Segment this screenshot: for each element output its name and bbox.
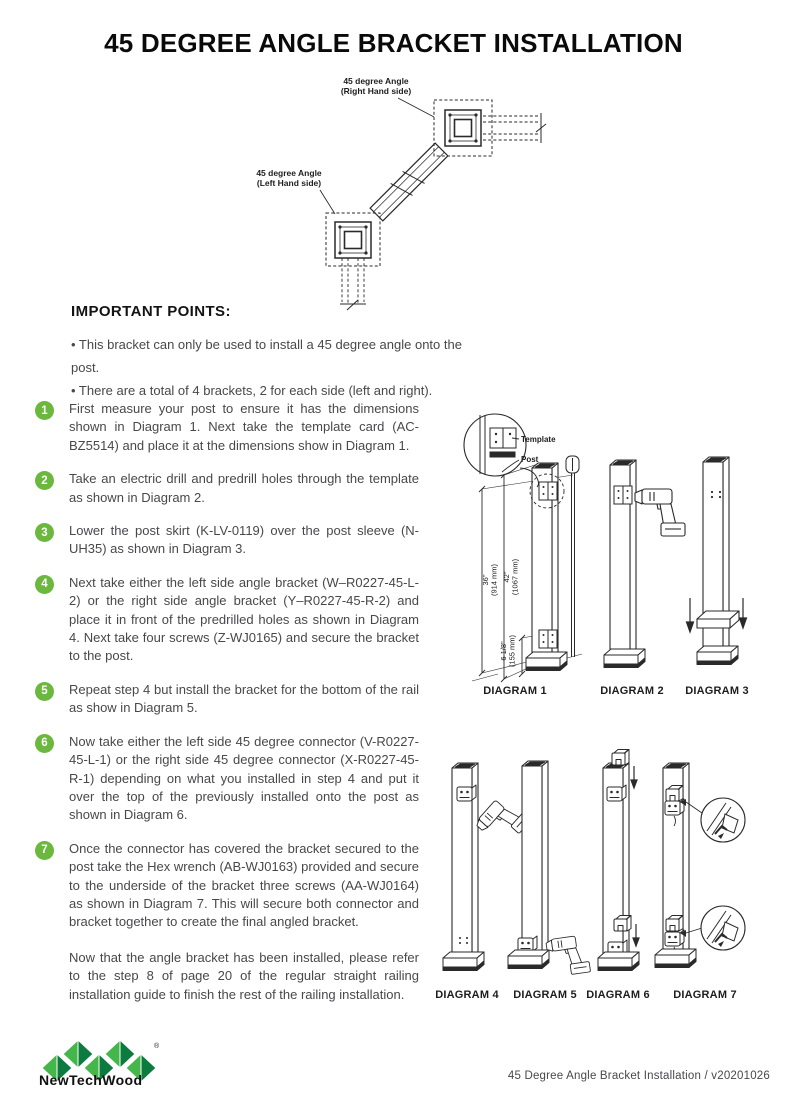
post-base (443, 952, 484, 971)
step-2 (35, 470, 419, 507)
diagram-5-caption: DIAGRAM 5 (513, 989, 577, 1001)
diagram-2-caption: DIAGRAM 2 (600, 685, 664, 697)
post-label: Post (521, 455, 539, 464)
step-number-badge: 7 (35, 841, 54, 860)
step-number-badge: 2 (35, 471, 54, 490)
diagram-5-figure (508, 761, 591, 977)
bracket-plan-right (445, 110, 481, 146)
angle-bracket-plan-figure (228, 72, 563, 316)
step-number-badge: 1 (35, 401, 54, 420)
step-text: Next take either the left side angle bracket (W–R0227-45-L-2) or the right side angle bracket (Y–R0227-45-R-2) and place it in front of the predrilled holes as shown in Diagram 4. Next take four screws (Z-WJ0165) and secure the bracket to the post. (69, 574, 419, 664)
down-arrow (631, 766, 637, 788)
diagram-7-caption: DIAGRAM 7 (673, 989, 737, 1001)
diagonal-rail (368, 141, 450, 223)
registered-mark: ® (154, 1043, 160, 1050)
label-right-hand: 45 degree Angle (343, 76, 409, 86)
angle-bracket (607, 785, 626, 801)
step-text: Repeat step 4 but install the bracket for the bottom of the rail as show in Diagram 5. (69, 681, 419, 716)
angle-bracket (665, 799, 684, 815)
template-card (539, 482, 557, 500)
footer-version-text: 45 Degree Angle Bracket Installation / v20201026 (507, 1070, 770, 1082)
step-1 (35, 400, 419, 455)
post-skirt-piece (566, 456, 579, 657)
diagram-7-figure (655, 763, 745, 968)
step-7 (35, 840, 419, 932)
diagram-6-figure (598, 750, 639, 971)
step-number-badge: 5 (35, 682, 54, 701)
diagram-3-caption: DIAGRAM 3 (685, 685, 749, 697)
post-base (526, 652, 567, 671)
svg-text:(Left Hand side): (Left Hand side) (256, 178, 322, 188)
diagram-4-caption: DIAGRAM 4 (435, 989, 499, 1001)
post-skirt (697, 611, 739, 628)
svg-text:(914 mm): (914 mm) (489, 563, 499, 597)
step-5 (35, 681, 419, 718)
angle-bracket (457, 785, 476, 801)
bottom-rail-dashed (342, 258, 364, 304)
bracket-plan-left (335, 222, 371, 258)
step-text: First measure your post to ensure it has the dimensions shown in Diagram 1. Next take the template card (AC-BZ5514) and place it at the dimensions show in Diagram 1. (69, 401, 419, 453)
step-text: Lower the post skirt (K-LV-0119) over the post sleeve (N-UH35) as shown in Diagram 3. (69, 523, 419, 557)
step-number-badge: 4 (35, 575, 54, 594)
step-text: Take an electric drill and predrill holes through the template as shown in Diagram 2. (69, 471, 419, 505)
step-number-badge: 3 (35, 523, 54, 542)
svg-text:(Right Hand side): (Right Hand side) (340, 86, 412, 96)
diagram-6-caption: DIAGRAM 6 (586, 989, 650, 1001)
post-base (508, 950, 549, 969)
down-arrow (633, 924, 639, 946)
template-card (539, 630, 557, 648)
important-points-list (71, 333, 491, 402)
diagram-1-figure (464, 414, 582, 682)
diagrams-1-to-3 (440, 402, 785, 702)
page-title: 45 DEGREE ANGLE BRACKET INSTALLATION (104, 28, 683, 58)
magnifier-hex-wrench-bottom (701, 906, 745, 950)
right-rail-dashed (483, 116, 539, 140)
post-base (604, 649, 645, 668)
template-label: Template (521, 435, 556, 444)
svg-text:(155 mm): (155 mm) (507, 634, 517, 668)
step-6 (35, 733, 419, 825)
diagram-3-figure (687, 457, 747, 665)
step-3 (35, 522, 419, 559)
step-text: Once the connector has covered the bracket secured to the post take the Hex wrench (AB-WJ0163) provided and secure to the underside of the bracket three screws (AA-WJ0164) as shown in Diagram 7. This will secure both connector and bracket together to create the final angled bracket. (69, 840, 419, 930)
post-base (697, 646, 738, 665)
label-left-hand: 45 degree Angle (256, 168, 322, 178)
diagram-2-figure (604, 460, 685, 668)
bullet-item: • This bracket can only be used to install a 45 degree angle onto the post. (71, 337, 462, 375)
drill-icon (635, 489, 685, 536)
magnifier-hex-wrench-top (701, 798, 745, 842)
post-base (655, 949, 696, 968)
template-card (614, 486, 632, 504)
bullet-item: • There are a total of 4 brackets, 2 for each side (left and right). (71, 383, 433, 398)
installation-steps (35, 400, 419, 1004)
angle-bracket (665, 930, 684, 946)
dim-36: 36" (481, 574, 490, 586)
closing-paragraph: Now that the angle bracket has been installed, please refer to the step 8 of page 20 of the regular straight railing installation guide to finish the rest of the railing installation. (69, 949, 419, 1002)
drill-icon (546, 935, 591, 978)
diagram-1-caption: DIAGRAM 1 (483, 685, 547, 697)
post-base (598, 952, 639, 971)
important-points-heading: IMPORTANT POINTS: (71, 303, 231, 320)
post (522, 761, 548, 956)
step-text: Now take either the left side 45 degree connector (V-R0227-45-L-1) or the right side 45 degree connector (X-R0227-45-R-1) depending on what you installed in step 4 and put it over the top of the previously installed onto the post as shown in Diagram 6. (69, 733, 419, 823)
dim-6-1-8: 6 1/8" (499, 641, 508, 661)
step-4 (35, 574, 419, 666)
degree-connector (612, 750, 629, 766)
diagrams-4-to-7 (430, 740, 785, 1004)
svg-text:(1067 mm): (1067 mm) (510, 558, 520, 596)
brand-name: NewTechWood (39, 1072, 143, 1088)
step-number-badge: 6 (35, 734, 54, 753)
dim-42: 42" (502, 571, 511, 583)
